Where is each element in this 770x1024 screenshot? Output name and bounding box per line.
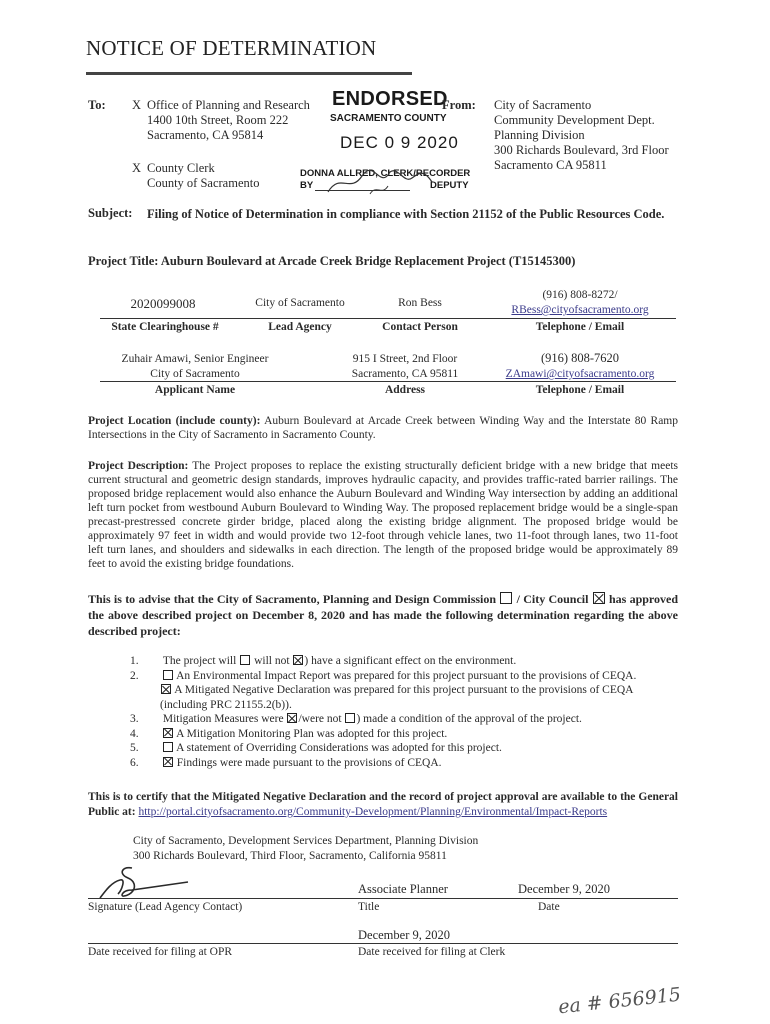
contact-person: Ron Bess <box>398 297 442 309</box>
determination-item-1: 1. The project will will not ) have a significant effect on the environment. <box>130 655 517 667</box>
certify-address: City of Sacramento, Development Services Department, Planning Division 300 Richards Boulevard, Third Floor, Sacramento, California 95811 <box>133 835 479 862</box>
project-description: Project Description: The Project proposes to replace the existing structurally deficient bridge with a new bridge that meets current structural and geometric design standards, improves hydraulic capacity, and provides traffic-rated barrier railings. The proposed bridge replacement would also enhance the Auburn Boulevard and Winding Way intersection by adding an additional left turn pocket from westbound Auburn Boulevard to Winding Way. The proposed replacement bridge would be a single-span precast-prestressed concrete girder bridge, placed along the existing bridge alignment. The proposed bridge would be approximately 97 feet in width and would provide two 12-foot through vehicle lanes, two 11-foot through lanes, two 11-foot left turn lanes, and shoulders and sidewalks in each direction. The length of the proposed bridge would be approximately 89 feet to avoid the existing bridge foundations. <box>88 460 678 570</box>
applicant-phone: (916) 808-7620 <box>540 351 620 365</box>
contact-row-rule <box>100 318 676 319</box>
city-council-checkbox[interactable] <box>593 592 605 604</box>
determination-item-3: 3. Mitigation Measures were /were not ) made a condition of the approval of the project. <box>130 713 582 725</box>
to-label: To: <box>88 98 106 112</box>
project-location: Project Location (include county): Auburn Boulevard at Arcade Creek between Winding Way and the Interstate 80 Ramp Intersections in the City of Sacramento in Sacramento County. <box>88 415 679 441</box>
handwritten-note: ea # 656915 <box>557 983 682 1019</box>
applicant-row-rule <box>100 381 676 382</box>
title-label: Title <box>358 901 380 913</box>
document-title: NOTICE OF DETERMINATION <box>86 36 377 60</box>
from-address: City of Sacramento Community Development Dept. Planning Division 300 Richards Boulevard, 3rd Floor Sacramento CA 95811 <box>494 98 669 172</box>
date-label: Date <box>538 901 560 913</box>
lead-agency: City of Sacramento <box>255 297 345 309</box>
signature-rule <box>88 898 678 899</box>
mitigation-were-not-checkbox[interactable] <box>345 713 355 723</box>
determination-list <box>130 654 680 770</box>
approval-statement: This is to advise that the City of Sacramento, Planning and Design Commission / City Council has approved the above described project on December 8, 2020 and has made the following determination regarding the above described project: <box>88 592 679 638</box>
from-label: From: <box>442 98 476 112</box>
clerk-mark: X <box>132 161 142 175</box>
clerk-received-label: Date received for filing at Clerk <box>358 946 506 958</box>
subject-text: Filing of Notice of Determination in compliance with Section 21152 of the Public Resources Code. <box>147 207 665 221</box>
clerk-received-date: December 9, 2020 <box>358 928 450 942</box>
commission-checkbox[interactable] <box>500 592 512 604</box>
mitigation-were-checkbox[interactable] <box>287 713 297 723</box>
determination-item-4: 4. A Mitigation Monitoring Plan was adopted for this project. <box>130 727 448 740</box>
header-lead-agency: Lead Agency <box>268 321 332 333</box>
header-clearinghouse: State Clearinghouse # <box>111 321 219 333</box>
eir-checkbox[interactable] <box>163 670 173 680</box>
determination-item-6: 6. Findings were made pursuant to the provisions of CEQA. <box>130 756 442 769</box>
opr-mark: X <box>132 98 142 112</box>
subject-label: Subject: <box>88 206 133 220</box>
opr-address: Office of Planning and Research 1400 10th Street, Room 222 Sacramento, CA 95814 <box>147 98 310 142</box>
filing-rule <box>88 943 678 944</box>
stamp-signature-scribble <box>320 164 440 200</box>
contact-phone: (916) 808-8272/ <box>542 289 618 301</box>
certify-statement: This is to certify that the Mitigated Negative Declaration and the record of project approval are available to the General Public at: http://portal.cityofsacramento.org/Community-Development/Planning/Environmental/Impact-Reports <box>88 791 678 818</box>
clearinghouse-number: 2020099008 <box>130 296 196 311</box>
stamp-date: DEC 0 9 2020 <box>340 133 459 152</box>
header-applicant-telephone: Telephone / Email <box>535 384 625 396</box>
header-contact-person: Contact Person <box>382 321 458 333</box>
stamp-recorder: DONNA ALLRED, CLERK/RECORDER <box>300 168 471 179</box>
stamp-endorsed: ENDORSED <box>332 88 448 110</box>
title-underline <box>86 72 412 75</box>
clerk-address: County Clerk County of Sacramento <box>147 161 260 190</box>
impact-reports-link[interactable]: http://portal.cityofsacramento.org/Community-Development/Planning/Environmental/Impact-Reports <box>138 806 608 818</box>
applicant-email-link[interactable]: ZAmawi@cityofsacramento.org <box>505 368 655 380</box>
signature-date: December 9, 2020 <box>518 882 610 896</box>
stamp-by: BY <box>300 180 314 191</box>
applicant-address: 915 I Street, 2nd Floor Sacramento, CA 95811 <box>351 353 459 380</box>
project-title: Project Title: Auburn Boulevard at Arcade Creek Bridge Replacement Project (T15145300) <box>88 254 576 268</box>
determination-item-5: 5. A statement of Overriding Considerations was adopted for this project. <box>130 742 502 754</box>
significant-effect-will-not-checkbox[interactable] <box>293 655 303 665</box>
header-applicant-name: Applicant Name <box>154 384 236 396</box>
signer-title: Associate Planner <box>358 882 448 896</box>
mnd-checkbox[interactable] <box>161 684 171 694</box>
overriding-considerations-checkbox[interactable] <box>163 742 173 752</box>
opr-received-label: Date received for filing at OPR <box>88 946 233 958</box>
determination-item-2b: A Mitigated Negative Declaration was prepared for this project pursuant to the provisions of CEQA (including PRC 21155.2(b)). <box>160 684 633 711</box>
header-address: Address <box>384 384 426 396</box>
stamp-deputy: DEPUTY <box>430 180 469 191</box>
monitoring-plan-checkbox[interactable] <box>163 728 173 738</box>
header-telephone-email: Telephone / Email <box>535 321 625 333</box>
significant-effect-will-checkbox[interactable] <box>240 655 250 665</box>
signature-label: Signature (Lead Agency Contact) <box>88 901 243 913</box>
findings-checkbox[interactable] <box>163 757 173 767</box>
applicant-name: Zuhair Amawi, Senior Engineer City of Sacramento <box>121 353 269 380</box>
stamp-county: SACRAMENTO COUNTY <box>330 113 447 124</box>
contact-email-link[interactable]: RBess@cityofsacramento.org <box>511 304 649 316</box>
determination-item-2: 2. An Environmental Impact Report was prepared for this project pursuant to the provisions of CEQA. <box>130 669 637 682</box>
